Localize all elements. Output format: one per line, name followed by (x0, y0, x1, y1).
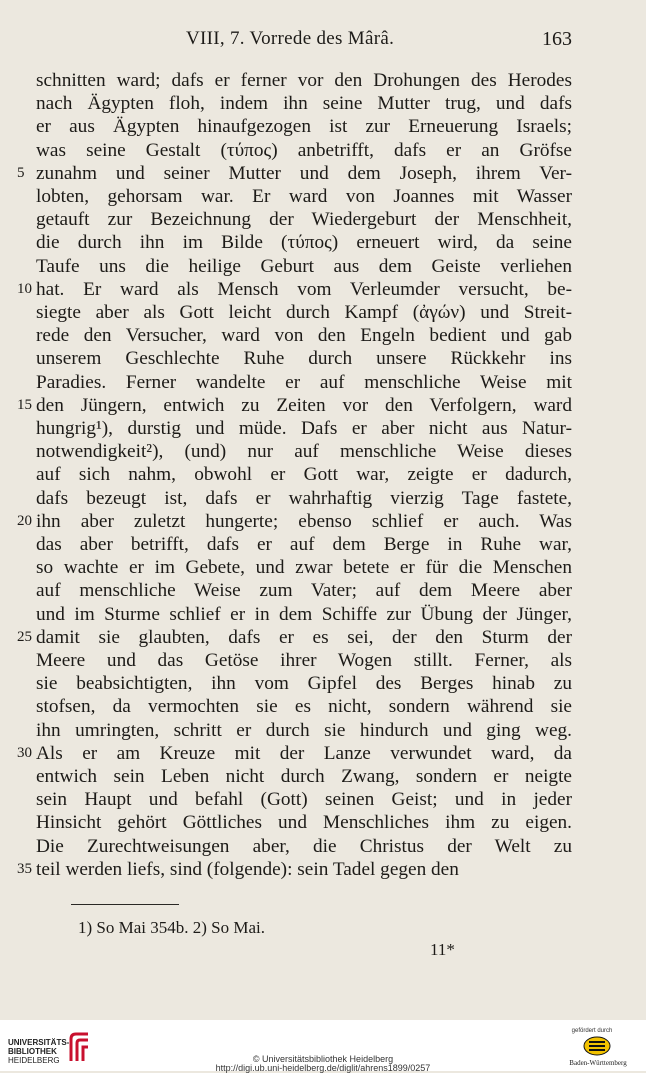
text-line: ihn aber zuletzt hungerte; ebenso schlief er auch. Was (36, 511, 572, 532)
text-line: entwich sein Leben nicht durch Zwang, sondern er neigte (36, 766, 572, 787)
text-line: damit sie glaubten, dafs er es sei, der den Sturm der (36, 627, 572, 648)
text-line: sie beabsichtigten, ihn vom Gipfel des Berges hinab zu (36, 673, 572, 694)
line-number: 20 (17, 513, 32, 529)
footnote-rule (71, 904, 179, 905)
text-line: notwendigkeit²), (und) nur auf menschliche Weise dieses (36, 441, 572, 462)
text-line: so wachte er im Gebete, und zwar betete er für die Menschen (36, 557, 572, 578)
sponsor-label: gefördert durch (571, 1028, 613, 1034)
copyright-text: © Universitätsbibliothek Heidelberg (252, 1054, 394, 1064)
library-name-line-1: UNIVERSITÄTS- (8, 1038, 70, 1047)
text-line: hat. Er ward als Mensch vom Verleumder versucht, be- (36, 279, 572, 300)
text-line: Als er am Kreuze mit der Lanze verwundet ward, da (36, 743, 572, 764)
sponsor-name: Baden-Württemberg (569, 1059, 627, 1067)
text-line: getauft zur Bezeichnung der Wiedergeburt der Menschheit, (36, 209, 572, 230)
running-title: VIII, 7. Vorrede des Mârâ. (186, 28, 395, 49)
text-line: zunahm und seiner Mutter und dem Joseph, ihrem Ver- (36, 163, 572, 184)
line-number: 25 (17, 629, 32, 645)
text-line: siegte aber als Gott leicht durch Kampf (ἀγών) und Streit- (36, 302, 572, 323)
line-number: 35 (17, 861, 32, 877)
text-line: die durch ihn im Bilde (τύπος) erneuert wird, da seine (36, 232, 572, 253)
text-line: stofsen, da vermochten sie es nicht, sondern während sie (36, 696, 572, 717)
text-line: schnitten ward; dafs er ferner vor den Drohungen des Herodes (36, 70, 572, 91)
text-line: auf sich nahm, obwohl er Gott war, zeigte er dadurch, (36, 464, 572, 485)
text-line: lobten, gehorsam war. Er ward von Joannes mit Wasser (36, 186, 572, 207)
text-line: unserem Geschlechte Ruhe durch unsere Rückkehr ins (36, 348, 572, 369)
text-line: teil werden liefs, sind (folgende): sein Tadel gegen den (36, 859, 459, 880)
text-line: auf menschliche Weise zum Vater; auf dem Meere aber (36, 580, 572, 601)
text-line: und im Sturme schlief er in dem Schiffe zur Übung der Jünger, (36, 604, 572, 625)
line-number: 5 (17, 165, 25, 181)
signature-mark: 11* (430, 940, 455, 959)
footnote: 1) So Mai 354b. 2) So Mai. (78, 918, 265, 937)
text-line: rede den Versucher, ward von den Engeln bedient und gab (36, 325, 572, 346)
text-line: Meere und das Getöse ihrer Wogen stillt. Ferner, als (36, 650, 572, 671)
text-line: er aus Ägypten hinaufgezogen ist zur Erneuerung Israels; (36, 116, 572, 137)
text-line: das aber betrifft, dafs er auf dem Berge in Ruhe war, (36, 534, 572, 555)
line-number: 15 (17, 397, 32, 413)
text-line: nach Ägypten floh, indem ihn seine Mutter trug, und dafs (36, 93, 572, 114)
text-line: Hinsicht gehört Göttliches und Menschliches ihm zu eigen. (36, 812, 572, 833)
text-line: Taufe uns die heilige Geburt aus dem Geiste verliehen (36, 256, 572, 277)
line-number: 30 (17, 745, 32, 761)
text-line: Die Zurechtweisungen aber, die Christus der Welt zu (36, 836, 572, 857)
text-line: ihn umringten, schritt er durch sie hindurch und ging weg. (36, 720, 572, 741)
library-footer (0, 1020, 646, 1071)
state-crest-icon[interactable] (583, 1036, 611, 1056)
page-number: 163 (542, 28, 572, 50)
library-name-line-2: BIBLIOTHEK (8, 1047, 57, 1056)
text-line: hungrig¹), durstig und müde. Dafs er aber nicht aus Natur- (36, 418, 572, 439)
text-line: was seine Gestalt (τύπος) anbetrifft, dafs er an Gröfse (36, 140, 572, 161)
text-line: dafs bezeugt ist, dafs er wahrhaftig vierzig Tage fastete, (36, 488, 572, 509)
text-line: Paradies. Ferner wandelte er auf menschliche Weise mit (36, 372, 572, 393)
text-line: sein Haupt und befahl (Gott) seinen Geist; und in jeder (36, 789, 572, 810)
page-header (36, 28, 572, 56)
permalink-url[interactable]: http://digi.ub.uni-heidelberg.de/diglit/ahrens1899/0257 (215, 1063, 431, 1073)
library-name-line-3: HEIDELBERG (8, 1056, 60, 1065)
text-line: den Jüngern, entwich zu Zeiten vor den Verfolgern, ward (36, 395, 572, 416)
line-number: 10 (17, 281, 32, 297)
